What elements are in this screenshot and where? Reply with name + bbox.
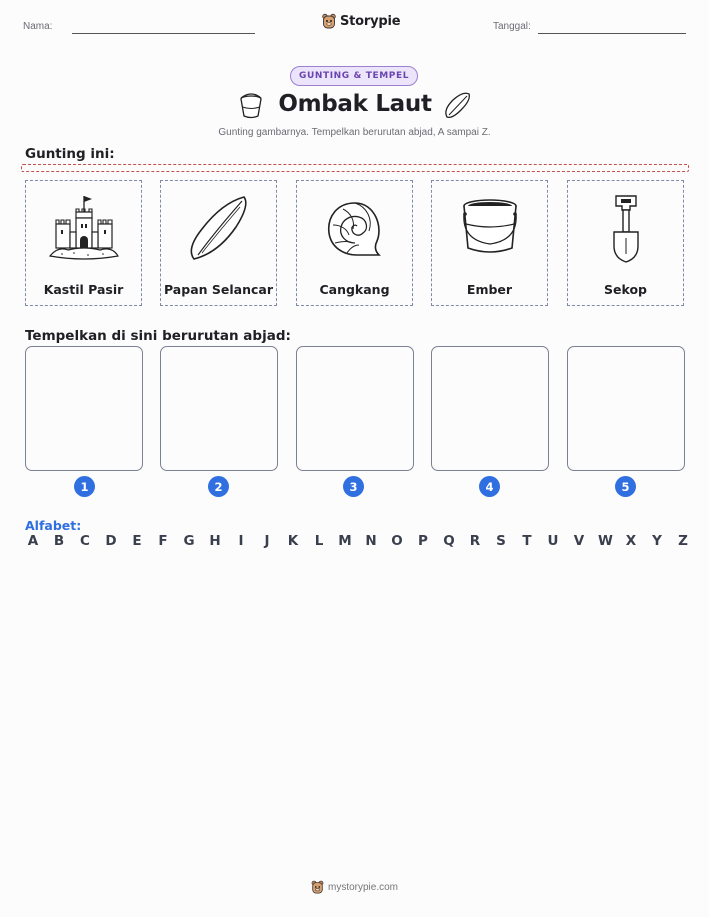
bear-mascot-icon xyxy=(311,880,324,894)
paste-slot-5[interactable] xyxy=(567,346,685,471)
card-label: Papan Selancar xyxy=(163,282,273,297)
alphabet-letter: E xyxy=(132,533,142,549)
brand-name: Storypie xyxy=(340,13,401,29)
shovel-icon xyxy=(606,194,646,264)
card-label: Kastil Pasir xyxy=(43,282,124,297)
surfboard-icon xyxy=(184,193,254,265)
alphabet-label: Alfabet: xyxy=(25,518,82,533)
name-label: Nama: xyxy=(23,21,53,32)
cut-line xyxy=(21,164,689,172)
name-line[interactable] xyxy=(72,33,255,34)
card-label: Sekop xyxy=(604,282,647,297)
cut-heading: Gunting ini: xyxy=(25,146,115,162)
alphabet-letter: C xyxy=(80,533,90,549)
seashell-icon xyxy=(323,197,387,261)
cut-card-shovel[interactable] xyxy=(567,180,684,306)
alphabet-letter: P xyxy=(418,533,428,549)
alphabet-letter: W xyxy=(598,533,613,549)
alphabet-letter: S xyxy=(496,533,506,549)
cut-card-sandcastle[interactable] xyxy=(25,180,142,306)
alphabet-letter: U xyxy=(547,533,559,549)
card-label: Cangkang xyxy=(319,282,390,297)
cut-card-bucket[interactable] xyxy=(431,180,548,306)
alphabet-letter: D xyxy=(105,533,117,549)
alphabet-row xyxy=(26,533,690,549)
paste-slot-3[interactable] xyxy=(296,346,414,471)
sandcastle-icon xyxy=(48,194,120,264)
alphabet-letter: H xyxy=(209,533,221,549)
paste-slot-4[interactable] xyxy=(431,346,549,471)
alphabet-letter: R xyxy=(469,533,481,549)
alphabet-letter: L xyxy=(314,533,324,549)
slot-number-3: 3 xyxy=(343,476,364,497)
footer-url[interactable]: mystorypie.com xyxy=(327,881,398,893)
slot-number-4: 4 xyxy=(479,476,500,497)
alphabet-letter: B xyxy=(53,533,65,549)
date-line[interactable] xyxy=(538,33,686,34)
alphabet-letter: A xyxy=(27,533,39,549)
bucket-title-icon xyxy=(238,92,264,120)
alphabet-letter: Z xyxy=(678,533,688,549)
activity-badge: GUNTING & TEMPEL xyxy=(290,66,418,86)
alphabet-letter: K xyxy=(287,533,299,549)
card-label: Ember xyxy=(466,282,513,297)
footer xyxy=(0,880,709,894)
page-title: Ombak Laut xyxy=(278,91,432,117)
alphabet-letter: T xyxy=(522,533,532,549)
paste-heading: Tempelkan di sini berurutan abjad: xyxy=(25,328,291,344)
alphabet-letter: M xyxy=(338,533,352,549)
alphabet-letter: N xyxy=(365,533,377,549)
date-label: Tanggal: xyxy=(493,21,531,32)
alphabet-letter: O xyxy=(391,533,403,549)
brand-logo xyxy=(322,13,400,29)
slot-number-1: 1 xyxy=(74,476,95,497)
surfboard-title-icon xyxy=(441,90,473,122)
alphabet-letter: Y xyxy=(652,533,662,549)
alphabet-letter: F xyxy=(158,533,168,549)
paste-slot-1[interactable] xyxy=(25,346,143,471)
alphabet-letter: I xyxy=(238,533,244,549)
slot-number-2: 2 xyxy=(208,476,229,497)
alphabet-letter: J xyxy=(264,533,270,549)
slot-number-5: 5 xyxy=(615,476,636,497)
instructions: Gunting gambarnya. Tempelkan berurutan abjad, A sampai Z. xyxy=(218,127,491,138)
alphabet-letter: G xyxy=(183,533,195,549)
alphabet-letter: Q xyxy=(443,533,455,549)
bucket-icon xyxy=(460,196,520,262)
alphabet-letter: X xyxy=(625,533,637,549)
alphabet-letter: V xyxy=(573,533,585,549)
paste-slot-2[interactable] xyxy=(160,346,278,471)
cut-card-seashell[interactable] xyxy=(296,180,413,306)
cut-card-surfboard[interactable] xyxy=(160,180,277,306)
bear-mascot-icon xyxy=(322,13,336,29)
